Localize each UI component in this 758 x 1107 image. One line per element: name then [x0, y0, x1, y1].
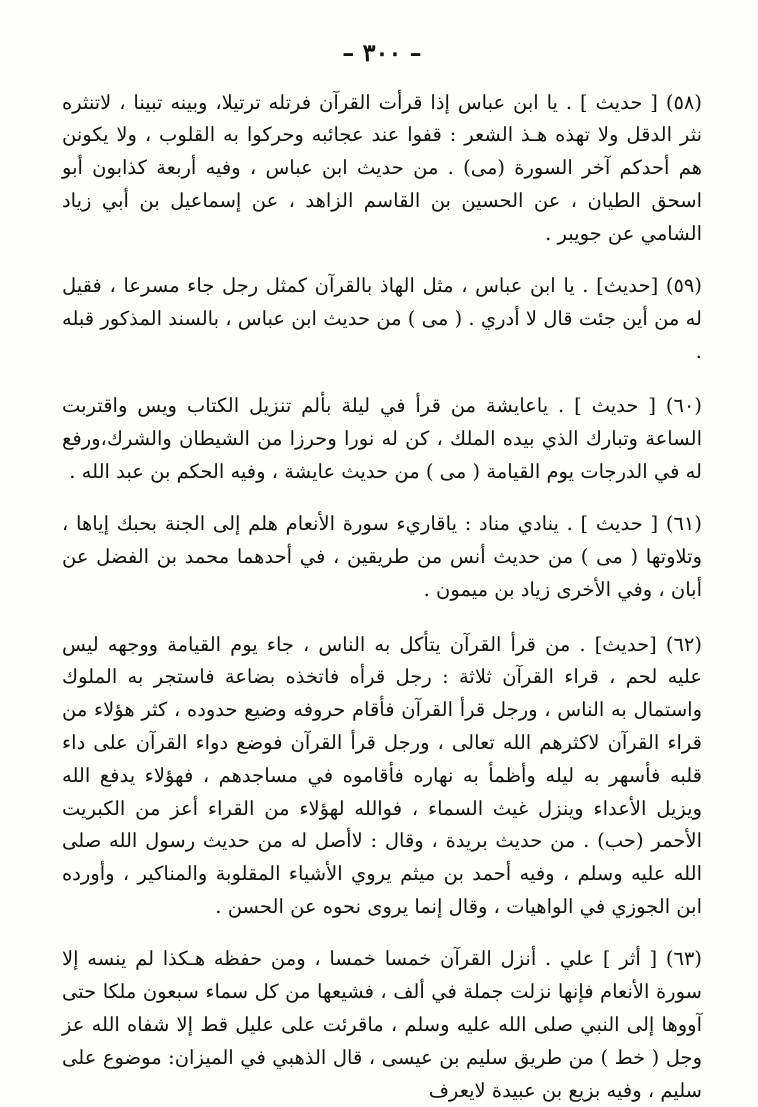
hadith-entry-58: (٥٨) [ حديث ] . يا ابن عباس إذا قرأت القرآن فرتله ترتيلا، وبينه تبينا ، لاتنثره نثر الدقل ولا تهذه هـذ الشعر : قفوا عند عجائبه وحركوا به القلوب ، ولا يكونن هم أحدكم آخر السورة (مى) . من حديث ابن عباس ، وفيه أربعة كذابون أبو اسحق الطيان ، عن الحسين بن القاسم الزاهد ، عن إسماعيل بن أبي زياد الشامي عن جويبر . [62, 90, 702, 245]
hadith-entry-62: (٦٢) [حديث] . من قرأ القرآن يتأكل به الناس ، جاء يوم القيامة ووجهه ليس عليه لحم ، قراء القرآن ثلاثة : رجل قرأه فاتخذه بضاعة فاستجر به الملوك واستمال به الناس ، ورجل قرأ القرآن فأقام حروفه وضيع حدوده ، كثر هؤلاء من قراء القرآن لاكثرهم الله تعالى ، ورجل قرأ القرآن فوضع دواء القرآن على داء قلبه فأسهر به ليله وأظمأ به نهاره فأقاموه في مساجدهم ، فهؤلاء يدفع الله ويزيل الأعداء وينزل غيث السماء ، فوالله لهؤلاء من القراء أعز من الكبريت الأحمر (حب) . من حديث بريدة ، وقال : لاأصل له من حديث رسول الله صلى الله عليه وسلم ، وفيه أحمد بن ميثم يروي الأشياء المقلوبة والمناكير ، وأورده ابن الجوزي في الواهيات ، وقال إنما يروى نحوه عن الحسن . [62, 632, 702, 919]
hadith-entry-61: (٦١) [ حديث ] . ينادي مناد : ياقاريء سورة الأنعام هلم إلى الجنة بحبك إياها ، وتلاوتها ( مى ) من حديث أنس من طريقين ، في أحدهما محمد بن الفضل عن أبان ، وفي الأخرى زياد بن ميمون . [62, 512, 702, 601]
athar-entry-63: (٦٣) [ أثر ] علي . أنزل القرآن خمسا خمسا ، ومن حفظه هـكذا لم ينسه إلا سورة الأنعام فإنها نزلت جملة في ألف ، فشيعها من كل سماء سبعون ملكا حتى آووها إلى النبي صلى الله عليه وسلم ، ماقرئت على عليل قط إلا شفاه الله عز وجل ( خط ) من طريق سليم بن عيسى ، قال الذهبي في الميزان: موضوع على سليم ، وفيه بزيع بن عبيدة لايعرف [62, 947, 702, 1102]
hadith-entry-59: (٥٩) [حديث] . يا ابن عباس ، مثل الهاذ بالقرآن كمثل رجل جاء مسرعا ، فقيل له من أين جئت قال لا أدري . ( مى ) من حديث ابن عباس ، بالسند المذكور قبله . [62, 273, 702, 363]
page-number: – ٣٠٠ – [342, 38, 422, 67]
hadith-entry-60: (٦٠) [ حديث ] . ياعايشة من قرأ في ليلة بألم تنزيل الكتاب ويس واقتربت الساعة وتبارك الذي بيده الملك ، كن له نورا وحرزا من الشيطان والشرك،ورفع له في الدرجات يوم القيامة ( مى ) من حديث عايشة ، وفيه الحكم بن عبد الله . [62, 394, 702, 483]
